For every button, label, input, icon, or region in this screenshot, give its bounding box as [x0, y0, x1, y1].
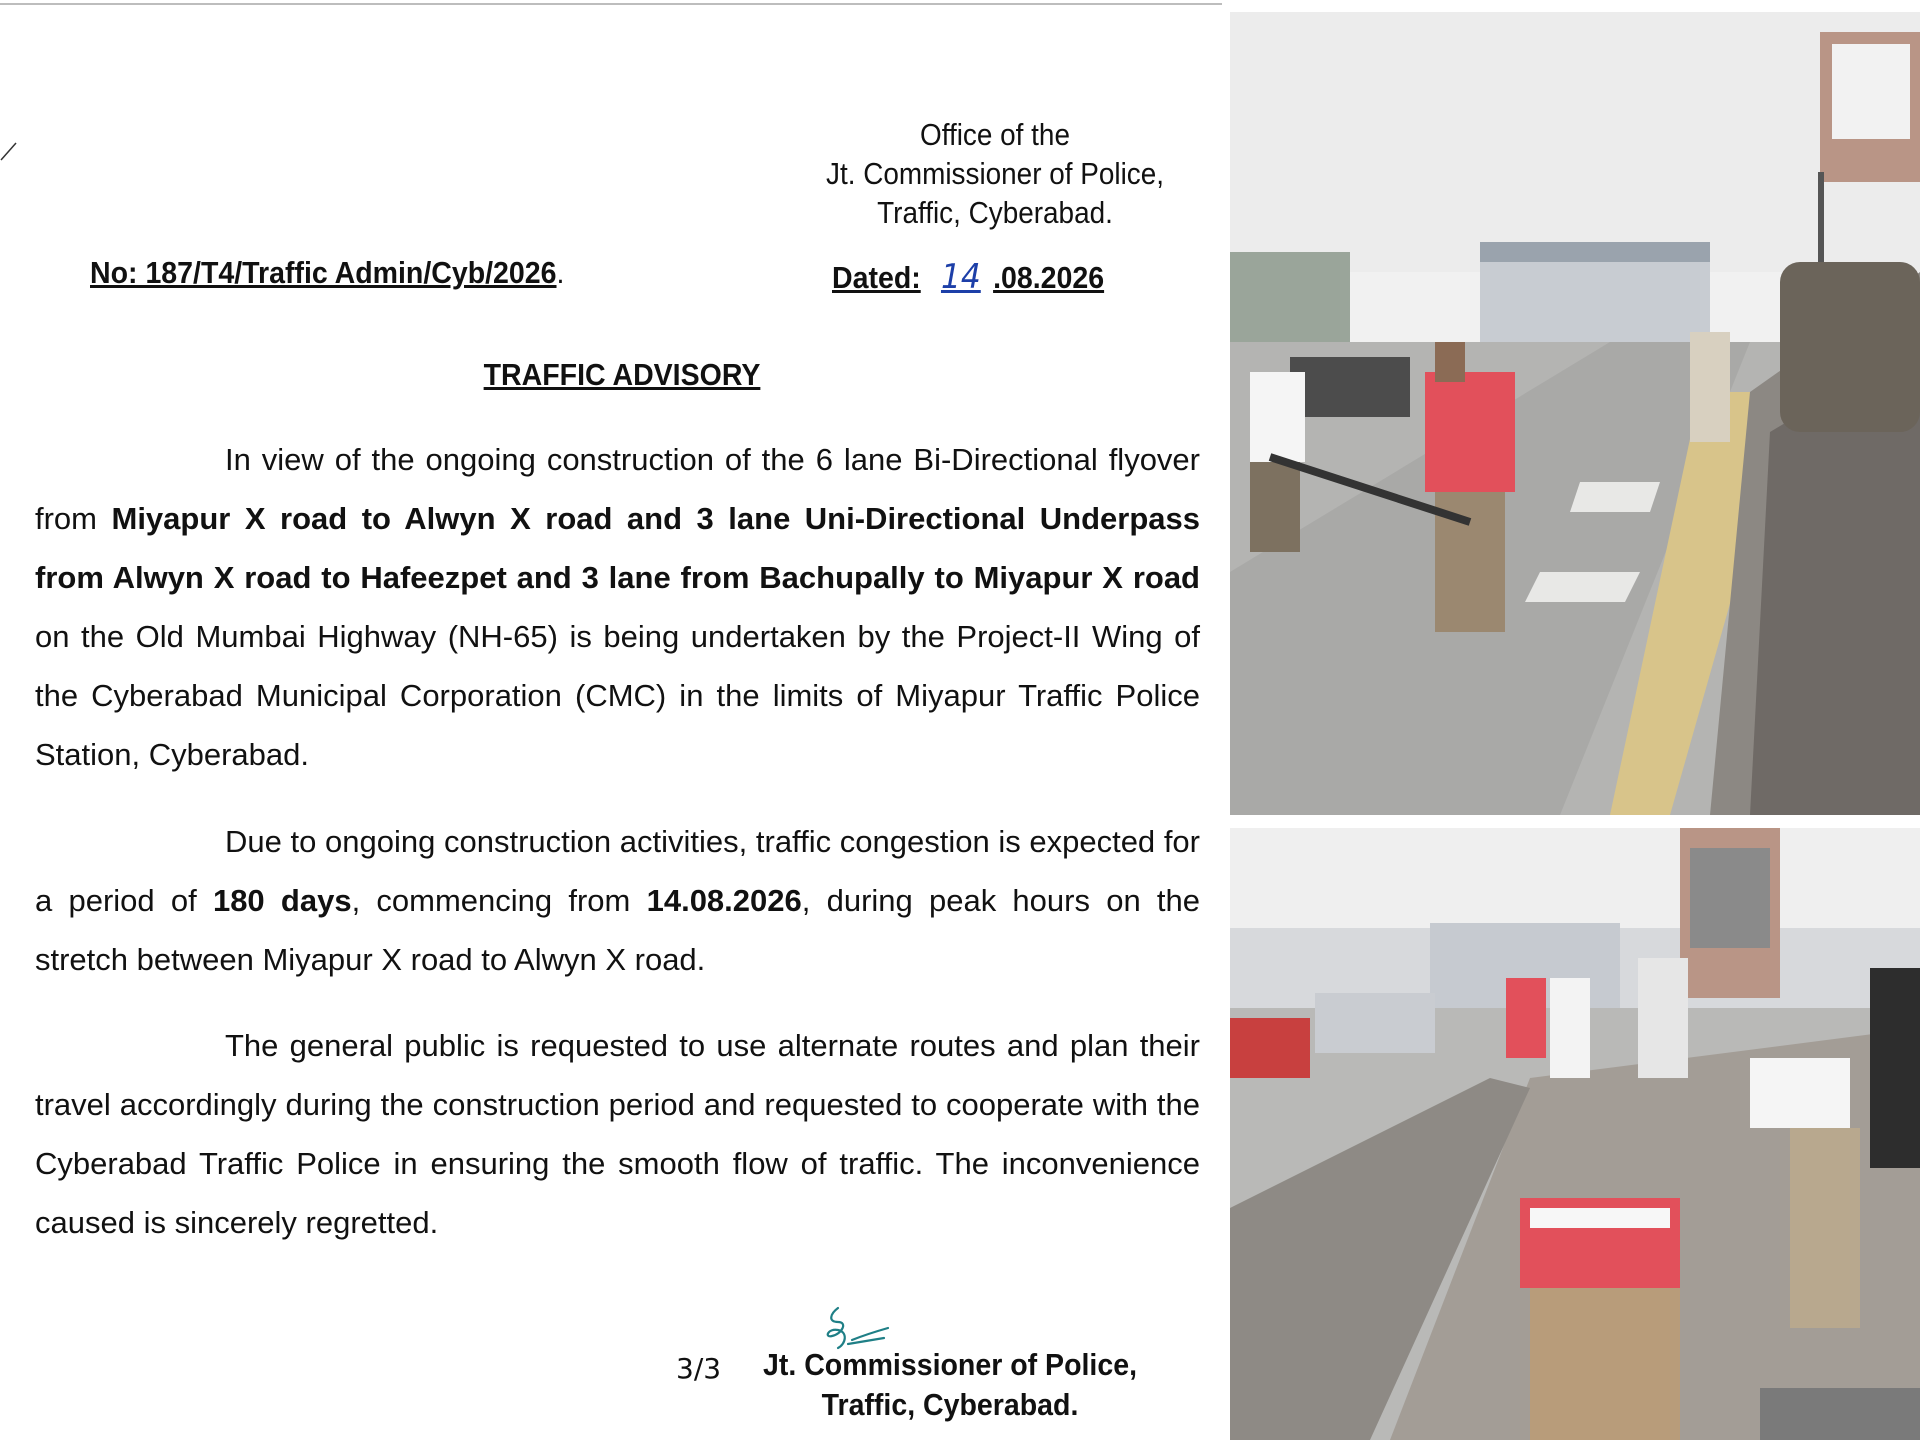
reference-number-text: No: 187/T4/Traffic Admin/Cyb/2026	[90, 255, 557, 290]
page-number: 3/3	[676, 1352, 722, 1385]
signatory-line-2: Traffic, Cyberabad.	[821, 1387, 1079, 1422]
office-line-2: Jt. Commissioner of Police,	[825, 156, 1165, 191]
scan-top-border	[0, 3, 1222, 5]
office-line-1: Office of the	[920, 117, 1070, 152]
construction-photo-1	[1230, 12, 1920, 815]
p2-segment-1: 180 days	[212, 883, 352, 918]
p1-segment-1: Miyapur X road to Alwyn X road and 3 lane Uni-Directional Underpass from Alwyn X road to Hafeezpet and 3 lane from Bachupally to Miyapur X road	[35, 501, 1200, 595]
p1-segment-0: In view of the ongoing construction of the 6 lane Bi-Directional flyover from	[35, 442, 1200, 536]
p2-segment-4: , during peak hours on the stretch between Miyapur X road to Alwyn X road.	[35, 883, 1200, 977]
construction-photo-2	[1230, 828, 1920, 1440]
p2-segment-2: , commencing from	[351, 883, 647, 918]
reference-number: No: 187/T4/Traffic Admin/Cyb/2026.	[90, 255, 565, 290]
paragraph-3	[35, 1016, 1200, 1252]
p3-body	[35, 1028, 1200, 1240]
p2-segment-0: Due to ongoing construction activities, traffic congestion is expected for a period of	[35, 824, 1200, 918]
p3-segment-0: The general public is requested to use alternate routes and plan their travel accordingly during the construction period and requested to cooperate with the Cyberabad Traffic Police in ensuring the smooth flow of traffic. The inconvenience caused is sincerely regretted.	[35, 1028, 1200, 1240]
p2-segment-3: 14.08.2026	[646, 883, 802, 918]
date-line	[832, 257, 1104, 297]
advisory-heading: TRAFFIC ADVISORY	[483, 357, 761, 392]
office-line-3: Traffic, Cyberabad.	[877, 195, 1113, 230]
p2-body	[35, 824, 1200, 977]
construction-photo-1-image	[1230, 12, 1920, 815]
p1-body	[35, 442, 1200, 772]
margin-mark	[0, 140, 18, 162]
paragraph-1	[35, 430, 1200, 784]
dated-label: Dated:	[832, 260, 921, 295]
signatory-line-1: Jt. Commissioner of Police,	[762, 1347, 1138, 1382]
office-address	[802, 115, 1189, 232]
construction-photo-2-image	[1230, 828, 1920, 1440]
dated-month-year: .08.2026	[993, 260, 1105, 295]
p1-segment-2: on the Old Mumbai Highway (NH-65) is being undertaken by the Project-II Wing of the Cyberabad Municipal Corporation (CMC) in the limits of Miyapur Traffic Police Station, Cyberabad.	[35, 619, 1200, 772]
signatory	[752, 1345, 1148, 1425]
paragraph-2	[35, 812, 1200, 989]
handwritten-day: 14	[940, 257, 981, 297]
